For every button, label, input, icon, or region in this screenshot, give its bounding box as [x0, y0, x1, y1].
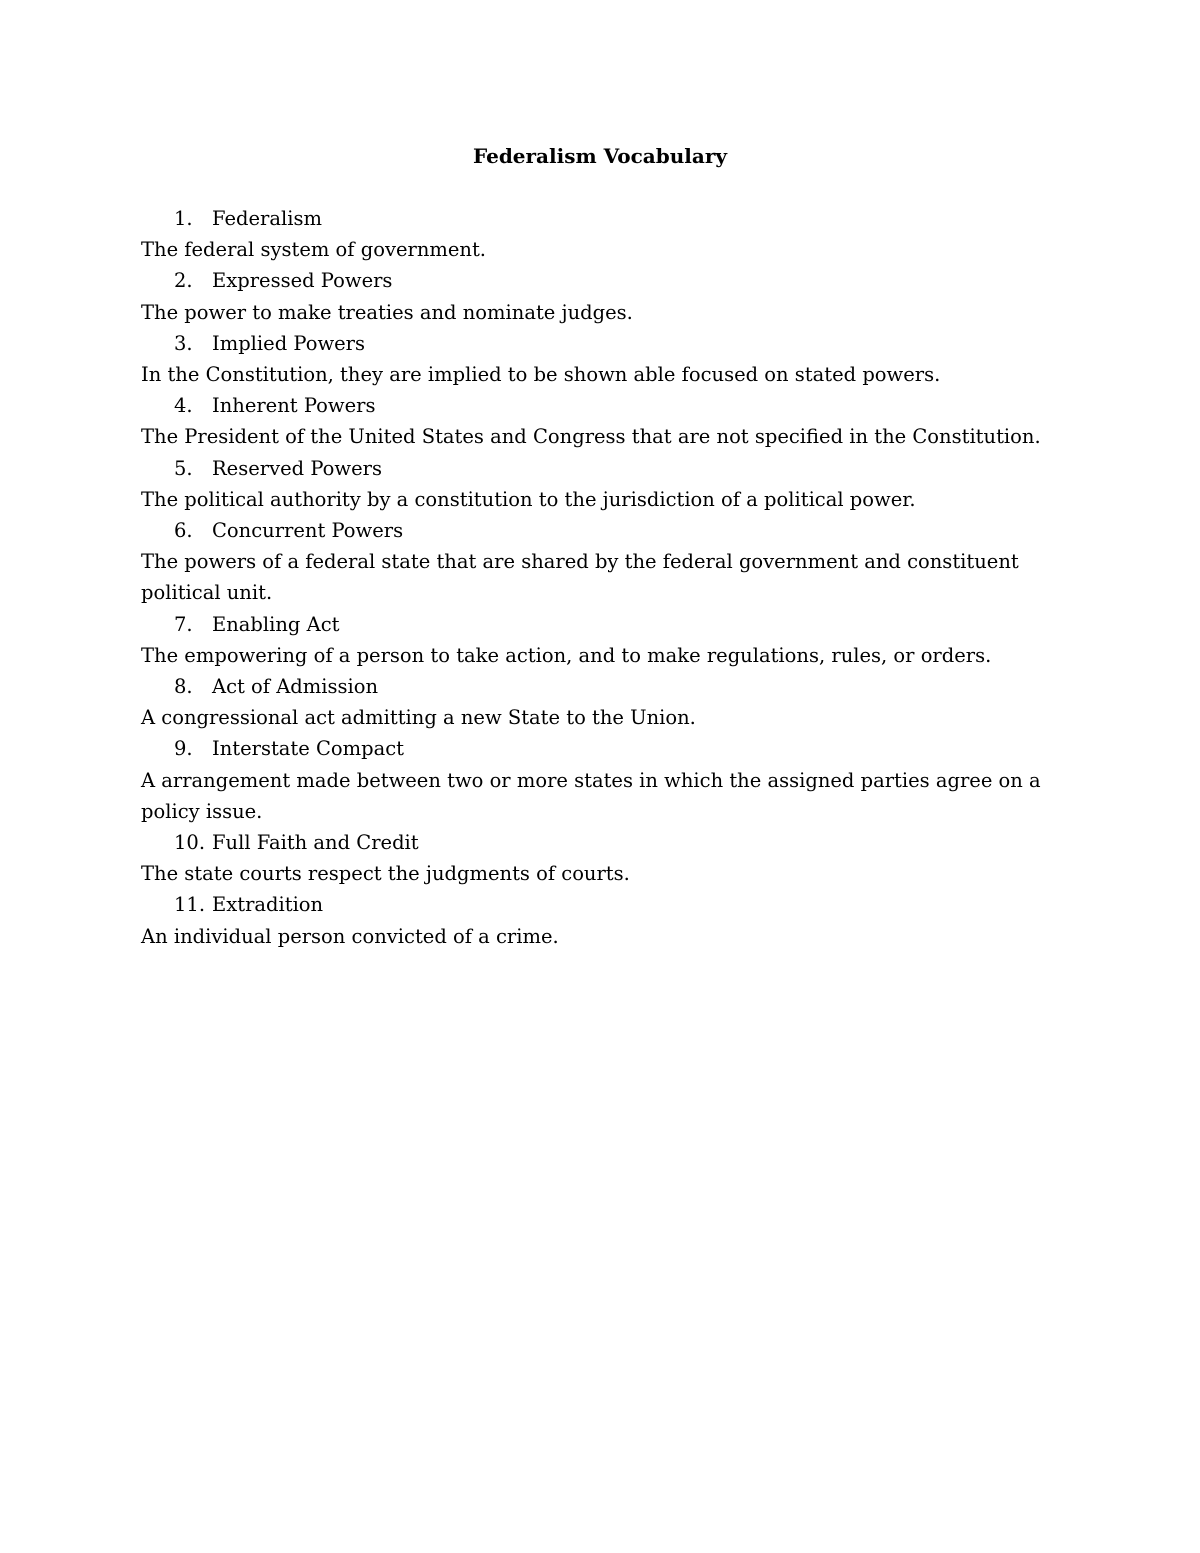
term-number: 7.: [174, 612, 193, 636]
term-number: 11.: [174, 893, 206, 917]
term-label: Concurrent Powers: [212, 519, 404, 543]
term-number: 9.: [174, 737, 193, 761]
term-definition: The political authority by a constitution to the jurisdiction of a political power.: [141, 487, 916, 511]
term-number: 1.: [174, 207, 193, 230]
term-label: Federalism: [212, 207, 322, 230]
vocabulary-entry: [141, 265, 1061, 327]
term-definition: In the Constitution, they are implied to be shown able focused on stated powers.: [141, 363, 941, 387]
term-line: [141, 203, 1061, 234]
vocabulary-entry: [141, 328, 1061, 390]
vocabulary-entry: [141, 609, 1061, 671]
term-line: [141, 889, 1061, 920]
vocabulary-entry: [141, 733, 1061, 827]
term-line: [141, 609, 1061, 640]
term-label: Extradition: [212, 893, 324, 917]
term-definition: An individual person convicted of a crime.: [141, 924, 559, 948]
vocabulary-entry: [141, 203, 1061, 265]
term-label: Enabling Act: [212, 612, 340, 636]
term-label: Interstate Compact: [212, 737, 405, 761]
vocabulary-entry: [141, 671, 1061, 733]
term-number: 2.: [174, 269, 193, 293]
term-number: 3.: [174, 331, 193, 355]
term-number: 5.: [174, 456, 193, 480]
term-definition: A congressional act admitting a new State to the Union.: [141, 706, 696, 730]
vocabulary-entry: [141, 390, 1061, 452]
term-definition: The empowering of a person to take action, and to make regulations, rules, or orders.: [141, 643, 992, 667]
term-definition: The powers of a federal state that are shared by the federal government and constituent political unit.: [141, 550, 1019, 605]
term-line: [141, 515, 1061, 546]
vocabulary-entry: [141, 515, 1061, 609]
term-label: Inherent Powers: [212, 394, 376, 418]
term-number: 4.: [174, 394, 193, 418]
term-definition: The power to make treaties and nominate judges.: [141, 300, 633, 324]
term-line: [141, 671, 1061, 702]
term-label: Full Faith and Credit: [212, 831, 419, 855]
term-definition: The state courts respect the judgments of courts.: [141, 862, 630, 886]
vocabulary-list: [141, 203, 1061, 952]
term-label: Expressed Powers: [212, 269, 393, 293]
vocabulary-entry: [141, 827, 1061, 889]
term-definition: The federal system of government.: [141, 238, 487, 262]
term-number: 10.: [174, 831, 206, 855]
term-line: [141, 390, 1061, 421]
term-line: [141, 453, 1061, 484]
term-label: Reserved Powers: [212, 456, 382, 480]
term-line: [141, 265, 1061, 296]
term-number: 8.: [174, 675, 193, 699]
vocabulary-entry: [141, 889, 1061, 951]
document-title: Federalism Vocabulary: [472, 144, 727, 168]
term-label: Implied Powers: [212, 331, 366, 355]
term-label: Act of Admission: [212, 675, 379, 699]
term-definition: A arrangement made between two or more states in which the assigned parties agree on a policy issue.: [141, 768, 1041, 823]
term-line: [141, 827, 1061, 858]
term-definition: The President of the United States and Congress that are not specified in the Constitution.: [141, 425, 1041, 449]
term-line: [141, 328, 1061, 359]
term-number: 6.: [174, 519, 193, 543]
term-line: [141, 733, 1061, 764]
vocabulary-entry: [141, 453, 1061, 515]
